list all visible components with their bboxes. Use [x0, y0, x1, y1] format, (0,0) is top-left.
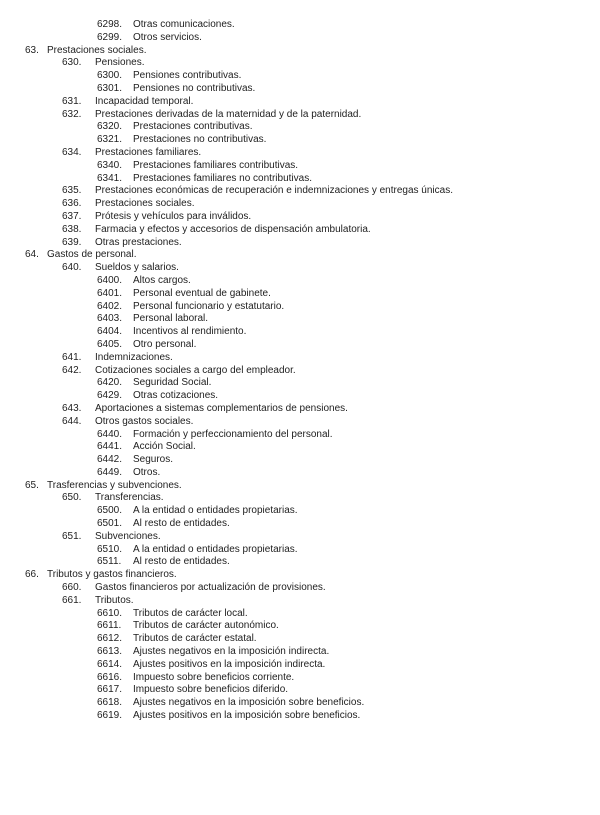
- account-label: Tributos de carácter estatal.: [133, 633, 257, 645]
- account-code: 644.: [62, 415, 82, 427]
- account-label: Acción Social.: [133, 441, 196, 453]
- account-label: Gastos financieros por actualización de provisiones.: [95, 582, 326, 594]
- account-label: Al resto de entidades.: [133, 518, 230, 530]
- account-code: 636.: [62, 198, 82, 210]
- account-code: 638.: [62, 223, 82, 235]
- account-label: Prestaciones familiares contributivas.: [133, 159, 299, 171]
- account-code: 6449.: [97, 466, 123, 478]
- account-code: 66.: [25, 569, 39, 581]
- account-label: Prestaciones contributivas.: [133, 121, 253, 133]
- account-label: Ajustes negativos en la imposición sobre beneficios.: [133, 697, 365, 709]
- account-code: 6613.: [97, 646, 123, 658]
- account-code: 6614.: [97, 658, 123, 670]
- account-label: Transferencias.: [95, 492, 164, 504]
- account-label: Prestaciones sociales.: [95, 198, 195, 210]
- account-code: 630.: [62, 57, 82, 69]
- account-code: 632.: [62, 108, 82, 120]
- list-item: [0, 173, 600, 186]
- list-item: [0, 544, 600, 557]
- account-code: 6300.: [97, 70, 123, 82]
- list-item: [0, 134, 600, 147]
- list-item: [0, 262, 600, 275]
- account-label: Personal laboral.: [133, 313, 209, 325]
- account-label: Prestaciones económicas de recuperación e indemnizaciones y entregas únicas.: [95, 185, 453, 197]
- list-item: [0, 620, 600, 633]
- account-code: 6618.: [97, 697, 123, 709]
- account-code: 65.: [25, 479, 39, 491]
- account-code: 635.: [62, 185, 82, 197]
- account-label: Formación y perfeccionamiento del personal.: [133, 428, 333, 440]
- list-item: [0, 569, 600, 582]
- list-item: [0, 377, 600, 390]
- list-item: [0, 224, 600, 237]
- account-code: 6501.: [97, 518, 123, 530]
- account-label: Prestaciones derivadas de la maternidad y de la paternidad.: [95, 108, 362, 120]
- account-label: Seguridad Social.: [133, 377, 212, 389]
- list-item: [0, 19, 600, 32]
- account-label: Seguros.: [133, 454, 174, 466]
- account-code: 631.: [62, 95, 82, 107]
- account-code: 642.: [62, 364, 82, 376]
- list-item: [0, 441, 600, 454]
- list-item: [0, 467, 600, 480]
- account-code: 6510.: [97, 543, 123, 555]
- list-item: [0, 659, 600, 672]
- account-label: Altos cargos.: [133, 274, 191, 286]
- list-item: [0, 109, 600, 122]
- account-label: Tributos y gastos financieros.: [47, 569, 177, 581]
- account-code: 6440.: [97, 428, 123, 440]
- account-code: 660.: [62, 582, 82, 594]
- list-item: [0, 57, 600, 70]
- account-code: 6405.: [97, 338, 123, 350]
- account-code: 6429.: [97, 390, 123, 402]
- account-code: 6612.: [97, 633, 123, 645]
- account-label: Cotizaciones sociales a cargo del empleador.: [95, 364, 296, 376]
- list-item: [0, 505, 600, 518]
- list-item: [0, 454, 600, 467]
- account-code: 6611.: [97, 620, 122, 632]
- list-item: [0, 288, 600, 301]
- account-label: Otros.: [133, 466, 161, 478]
- account-code: 6500.: [97, 505, 123, 517]
- account-label: Al resto de entidades.: [133, 556, 230, 568]
- list-item: [0, 211, 600, 224]
- account-label: Otras prestaciones.: [95, 236, 182, 248]
- account-code: 634.: [62, 146, 82, 158]
- list-item: [0, 531, 600, 544]
- list-item: [0, 480, 600, 493]
- account-label: Personal funcionario y estatutario.: [133, 300, 285, 312]
- account-label: Pensiones no contributivas.: [133, 82, 256, 94]
- list-item: [0, 237, 600, 250]
- account-label: Prestaciones familiares.: [95, 146, 202, 158]
- list-item: [0, 70, 600, 83]
- list-item: [0, 147, 600, 160]
- list-item: [0, 403, 600, 416]
- account-code: 6341.: [97, 172, 123, 184]
- list-item: [0, 185, 600, 198]
- account-label: Otro personal.: [133, 338, 197, 350]
- account-label: Prótesis y vehículos para inválidos.: [95, 210, 252, 222]
- list-item: [0, 595, 600, 608]
- account-code: 6298.: [97, 19, 123, 30]
- list-item: [0, 582, 600, 595]
- account-label: Trasferencias y subvenciones.: [47, 479, 182, 491]
- list-item: [0, 518, 600, 531]
- list-item: [0, 492, 600, 505]
- list-item: [0, 45, 600, 58]
- account-label: Personal eventual de gabinete.: [133, 287, 271, 299]
- account-label: Ajustes positivos en la imposición indirecta.: [133, 658, 326, 670]
- account-code: 6402.: [97, 300, 123, 312]
- account-code: 661.: [62, 594, 82, 606]
- account-label: Prestaciones familiares no contributivas.: [133, 172, 312, 184]
- list-item: [0, 249, 600, 262]
- account-code: 641.: [62, 351, 82, 363]
- list-item: [0, 198, 600, 211]
- account-code: 6511.: [97, 556, 122, 568]
- list-item: [0, 32, 600, 45]
- list-item: [0, 352, 600, 365]
- account-label: Otros servicios.: [133, 31, 202, 43]
- account-code: 6400.: [97, 274, 123, 286]
- account-code: 6340.: [97, 159, 123, 171]
- account-label: A la entidad o entidades propietarias.: [133, 505, 298, 517]
- account-code: 643.: [62, 402, 82, 414]
- account-label: Tributos.: [95, 594, 134, 606]
- list-item: [0, 121, 600, 134]
- account-label: A la entidad o entidades propietarias.: [133, 543, 298, 555]
- list-item: [0, 633, 600, 646]
- list-item: [0, 326, 600, 339]
- list-item: [0, 710, 600, 723]
- account-code: 6404.: [97, 326, 123, 338]
- account-label: Sueldos y salarios.: [95, 262, 179, 274]
- account-code: 6403.: [97, 313, 123, 325]
- account-code: 6321.: [97, 134, 123, 146]
- account-code: 6320.: [97, 121, 123, 133]
- list-item: [0, 429, 600, 442]
- list-item: [0, 160, 600, 173]
- list-item: [0, 301, 600, 314]
- list-item: [0, 697, 600, 710]
- account-code: 63.: [25, 44, 39, 56]
- list-item: [0, 608, 600, 621]
- list-item: [0, 646, 600, 659]
- list-item: [0, 556, 600, 569]
- account-label: Prestaciones sociales.: [47, 44, 147, 56]
- account-label: Incapacidad temporal.: [95, 95, 194, 107]
- list-item: [0, 275, 600, 288]
- list-item: [0, 416, 600, 429]
- account-label: Aportaciones a sistemas complementarios de pensiones.: [95, 402, 348, 414]
- account-code: 6617.: [97, 684, 123, 696]
- account-label: Farmacia y efectos y accesorios de dispensación ambulatoria.: [95, 223, 371, 235]
- account-code: 6441.: [97, 441, 123, 453]
- account-label: Otras comunicaciones.: [133, 19, 235, 30]
- account-code: 6299.: [97, 31, 123, 43]
- list-item: [0, 83, 600, 96]
- account-code: 6401.: [97, 287, 123, 299]
- account-label: Incentivos al rendimiento.: [133, 326, 247, 338]
- account-label: Otros gastos sociales.: [95, 415, 194, 427]
- account-code: 637.: [62, 210, 82, 222]
- account-code: 639.: [62, 236, 82, 248]
- account-code: 6610.: [97, 607, 123, 619]
- account-code: 651.: [62, 530, 82, 542]
- account-code: 64.: [25, 249, 39, 261]
- list-item: [0, 390, 600, 403]
- account-label: Impuesto sobre beneficios corriente.: [133, 671, 295, 683]
- account-label: Ajustes negativos en la imposición indirecta.: [133, 646, 330, 658]
- list-item: [0, 313, 600, 326]
- list-item: [0, 684, 600, 697]
- list-item: [0, 339, 600, 352]
- account-code: 6420.: [97, 377, 123, 389]
- account-label: Pensiones.: [95, 57, 145, 69]
- account-label: Indemnizaciones.: [95, 351, 173, 363]
- account-code: 6301.: [97, 82, 123, 94]
- list-item: [0, 672, 600, 685]
- account-label: Otras cotizaciones.: [133, 390, 219, 402]
- account-label: Impuesto sobre beneficios diferido.: [133, 684, 289, 696]
- list-item: [0, 96, 600, 109]
- account-label: Tributos de carácter local.: [133, 607, 248, 619]
- account-label: Pensiones contributivas.: [133, 70, 242, 82]
- account-code: 650.: [62, 492, 82, 504]
- account-label: Tributos de carácter autonómico.: [133, 620, 279, 632]
- account-code: 6442.: [97, 454, 123, 466]
- account-code: 6619.: [97, 710, 123, 722]
- account-label: Prestaciones no contributivas.: [133, 134, 267, 146]
- account-code: 6616.: [97, 671, 123, 683]
- account-code: 640.: [62, 262, 82, 274]
- account-label: Subvenciones.: [95, 530, 161, 542]
- account-label: Ajustes positivos en la imposición sobre beneficios.: [133, 710, 361, 722]
- account-label: Gastos de personal.: [47, 249, 137, 261]
- list-item: [0, 365, 600, 378]
- account-code-list: [0, 19, 600, 723]
